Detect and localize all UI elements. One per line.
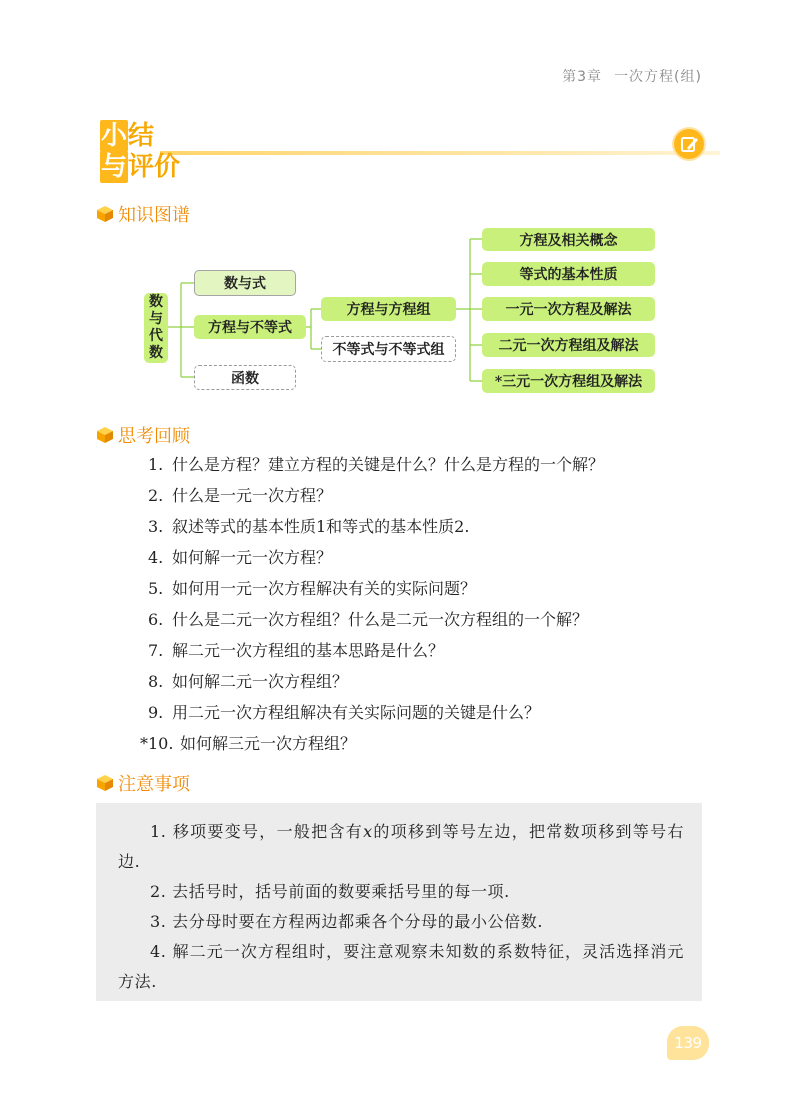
note-variable: x	[363, 822, 373, 841]
section-title: 知识图谱	[118, 205, 190, 226]
banner-char: 小	[101, 121, 128, 151]
review-question	[148, 483, 748, 514]
question-number: 8.	[148, 672, 164, 691]
note-item	[118, 817, 684, 877]
question-text: 如何解二元一次方程组？	[172, 672, 349, 691]
section-title: 思考回顾	[118, 426, 190, 447]
review-question	[148, 700, 748, 731]
review-question	[148, 545, 748, 576]
note-item: 4. 解二元一次方程组时，要注意观察未知数的系数特征，灵活选择消元方法.	[118, 942, 684, 991]
note-text: 1. 移项要变号，一般把含有	[150, 822, 364, 841]
note-item: 3. 去分母时要在方程两边都乘各个分母的最小公倍数.	[150, 912, 544, 931]
review-question	[140, 731, 748, 762]
map-node-inequalities-systems: 不等式与不等式组	[321, 336, 456, 362]
chapter-number: 第3章	[562, 69, 603, 85]
cube-icon	[96, 205, 114, 223]
question-text: 什么是方程？建立方程的关键是什么？什么是方程的一个解？	[172, 455, 605, 474]
map-node-numbers-expressions: 数与式	[194, 270, 296, 296]
chapter-title: 一次方程(组)	[614, 69, 702, 85]
question-number: 9.	[148, 703, 164, 722]
review-question	[148, 514, 748, 545]
question-text: 什么是一元一次方程？	[172, 486, 333, 505]
question-text: 如何解一元一次方程？	[172, 548, 333, 567]
banner-char: 评	[128, 152, 155, 182]
banner-char: 与	[101, 152, 128, 182]
section-heading-knowledge-map	[96, 201, 190, 227]
question-text: 用二元一次方程组解决有关实际问题的关键是什么？	[172, 703, 541, 722]
review-question	[148, 669, 748, 700]
map-root-char: 数	[149, 294, 163, 310]
map-node-root	[144, 293, 168, 363]
section-title: 注意事项	[118, 774, 190, 795]
cube-icon	[96, 426, 114, 444]
review-question	[148, 638, 748, 669]
map-node-linear-system-three: *三元一次方程组及解法	[482, 369, 655, 393]
map-node-linear-system-two: 二元一次方程组及解法	[482, 333, 655, 357]
review-question-list	[140, 452, 748, 762]
question-number: 3.	[148, 517, 164, 536]
map-root-char: 与	[149, 311, 163, 327]
question-number: 6.	[148, 610, 164, 629]
cube-icon	[96, 774, 114, 792]
review-question	[148, 452, 748, 483]
question-number: 4.	[148, 548, 164, 567]
note-item: 2. 去括号时，括号前面的数要乘括号里的每一项.	[150, 882, 510, 901]
map-node-equations-systems: 方程与方程组	[321, 297, 456, 321]
question-number: *10.	[140, 734, 174, 753]
question-number: 7.	[148, 641, 164, 660]
question-text: 如何解三元一次方程组？	[180, 734, 357, 753]
banner-line	[160, 151, 720, 155]
map-node-equation-concepts: 方程及相关概念	[482, 228, 655, 251]
notes-box	[96, 803, 702, 1001]
pencil-note-icon	[674, 129, 704, 159]
question-text: 如何用一元一次方程解决有关的实际问题？	[172, 579, 477, 598]
map-node-equations-inequalities: 方程与不等式	[194, 315, 306, 339]
question-text: 什么是二元一次方程组？什么是二元一次方程组的一个解？	[172, 610, 589, 629]
question-number: 5.	[148, 579, 164, 598]
note-text: 的项移到等号左边，把常数项移到等号右边.	[118, 822, 684, 871]
banner-char: 价	[154, 152, 181, 182]
map-root-char: 数	[149, 345, 163, 361]
review-question	[148, 607, 748, 638]
map-node-linear-equation-one: 一元一次方程及解法	[482, 297, 655, 321]
question-number: 2.	[148, 486, 164, 505]
question-text: 叙述等式的基本性质1和等式的基本性质2.	[172, 517, 470, 536]
review-question	[148, 576, 748, 607]
map-root-char: 代	[149, 328, 163, 344]
running-header	[562, 66, 702, 86]
map-node-functions: 函数	[194, 365, 296, 390]
question-number: 1.	[148, 455, 164, 474]
section-heading-notes	[96, 770, 190, 796]
question-text: 解二元一次方程组的基本思路是什么？	[172, 641, 445, 660]
section-heading-review	[96, 422, 190, 448]
page-number: 139	[667, 1026, 709, 1060]
banner-char: 结	[128, 121, 155, 151]
map-node-equality-properties: 等式的基本性质	[482, 262, 655, 286]
